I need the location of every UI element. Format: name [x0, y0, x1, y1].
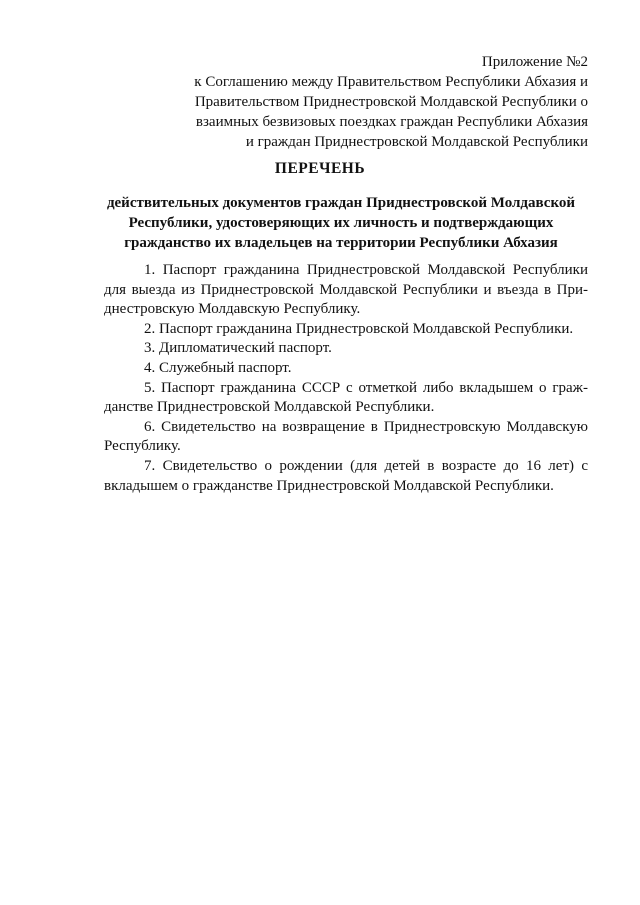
annex-line: взаимных безвизовых поездках граждан Республики Абхазия	[195, 114, 588, 130]
annex-number: Приложение №2	[481, 54, 588, 70]
subtitle-line: Республики, удостоверяющих их личность и подтверждающих	[128, 215, 554, 231]
list-item: 3. Дипломатический паспорт.	[144, 340, 332, 357]
annex-line: к Соглашению между Правительством Республики Абхазия и	[194, 74, 588, 90]
subtitle-line: действительных документов граждан Приднестровской Молдавской	[106, 195, 576, 211]
list-item: 2. Паспорт гражданина Приднестровской Молдавской Республики.	[144, 320, 574, 337]
document-subtitle	[96, 193, 586, 253]
list-item: 4. Служебный паспорт.	[144, 359, 292, 376]
subtitle-line: гражданство их владельцев на территории Республики Абхазия	[124, 235, 558, 251]
document-list	[104, 261, 588, 496]
list-item: 1. Паспорт гражданина Приднестровской Молдавской Республики для выезда из Приднестровской Молдавской Республики и въезда в Приднестровскую Молдавскую Республику.	[104, 262, 588, 318]
annex-line: и граждан Приднестровской Молдавской Республики	[245, 134, 588, 150]
list-item: 5. Паспорт гражданина СССР с отметкой либо вкладышем о гражданстве Приднестровской Молдавской Республики.	[104, 379, 588, 416]
document-title: ПЕРЕЧЕНЬ	[274, 160, 366, 177]
list-item: 6. Свидетельство на возвращение в Приднестровскую Молдавскую Республику.	[104, 418, 588, 455]
list-item: 7. Свидетельство о рождении (для детей в возрасте до 16 лет) с вкладышем о гражданстве Приднестровской Молдавской Республики.	[104, 457, 588, 494]
annex-line: Правительством Приднестровской Молдавской Республики о	[194, 94, 588, 110]
annex-header	[118, 52, 588, 152]
